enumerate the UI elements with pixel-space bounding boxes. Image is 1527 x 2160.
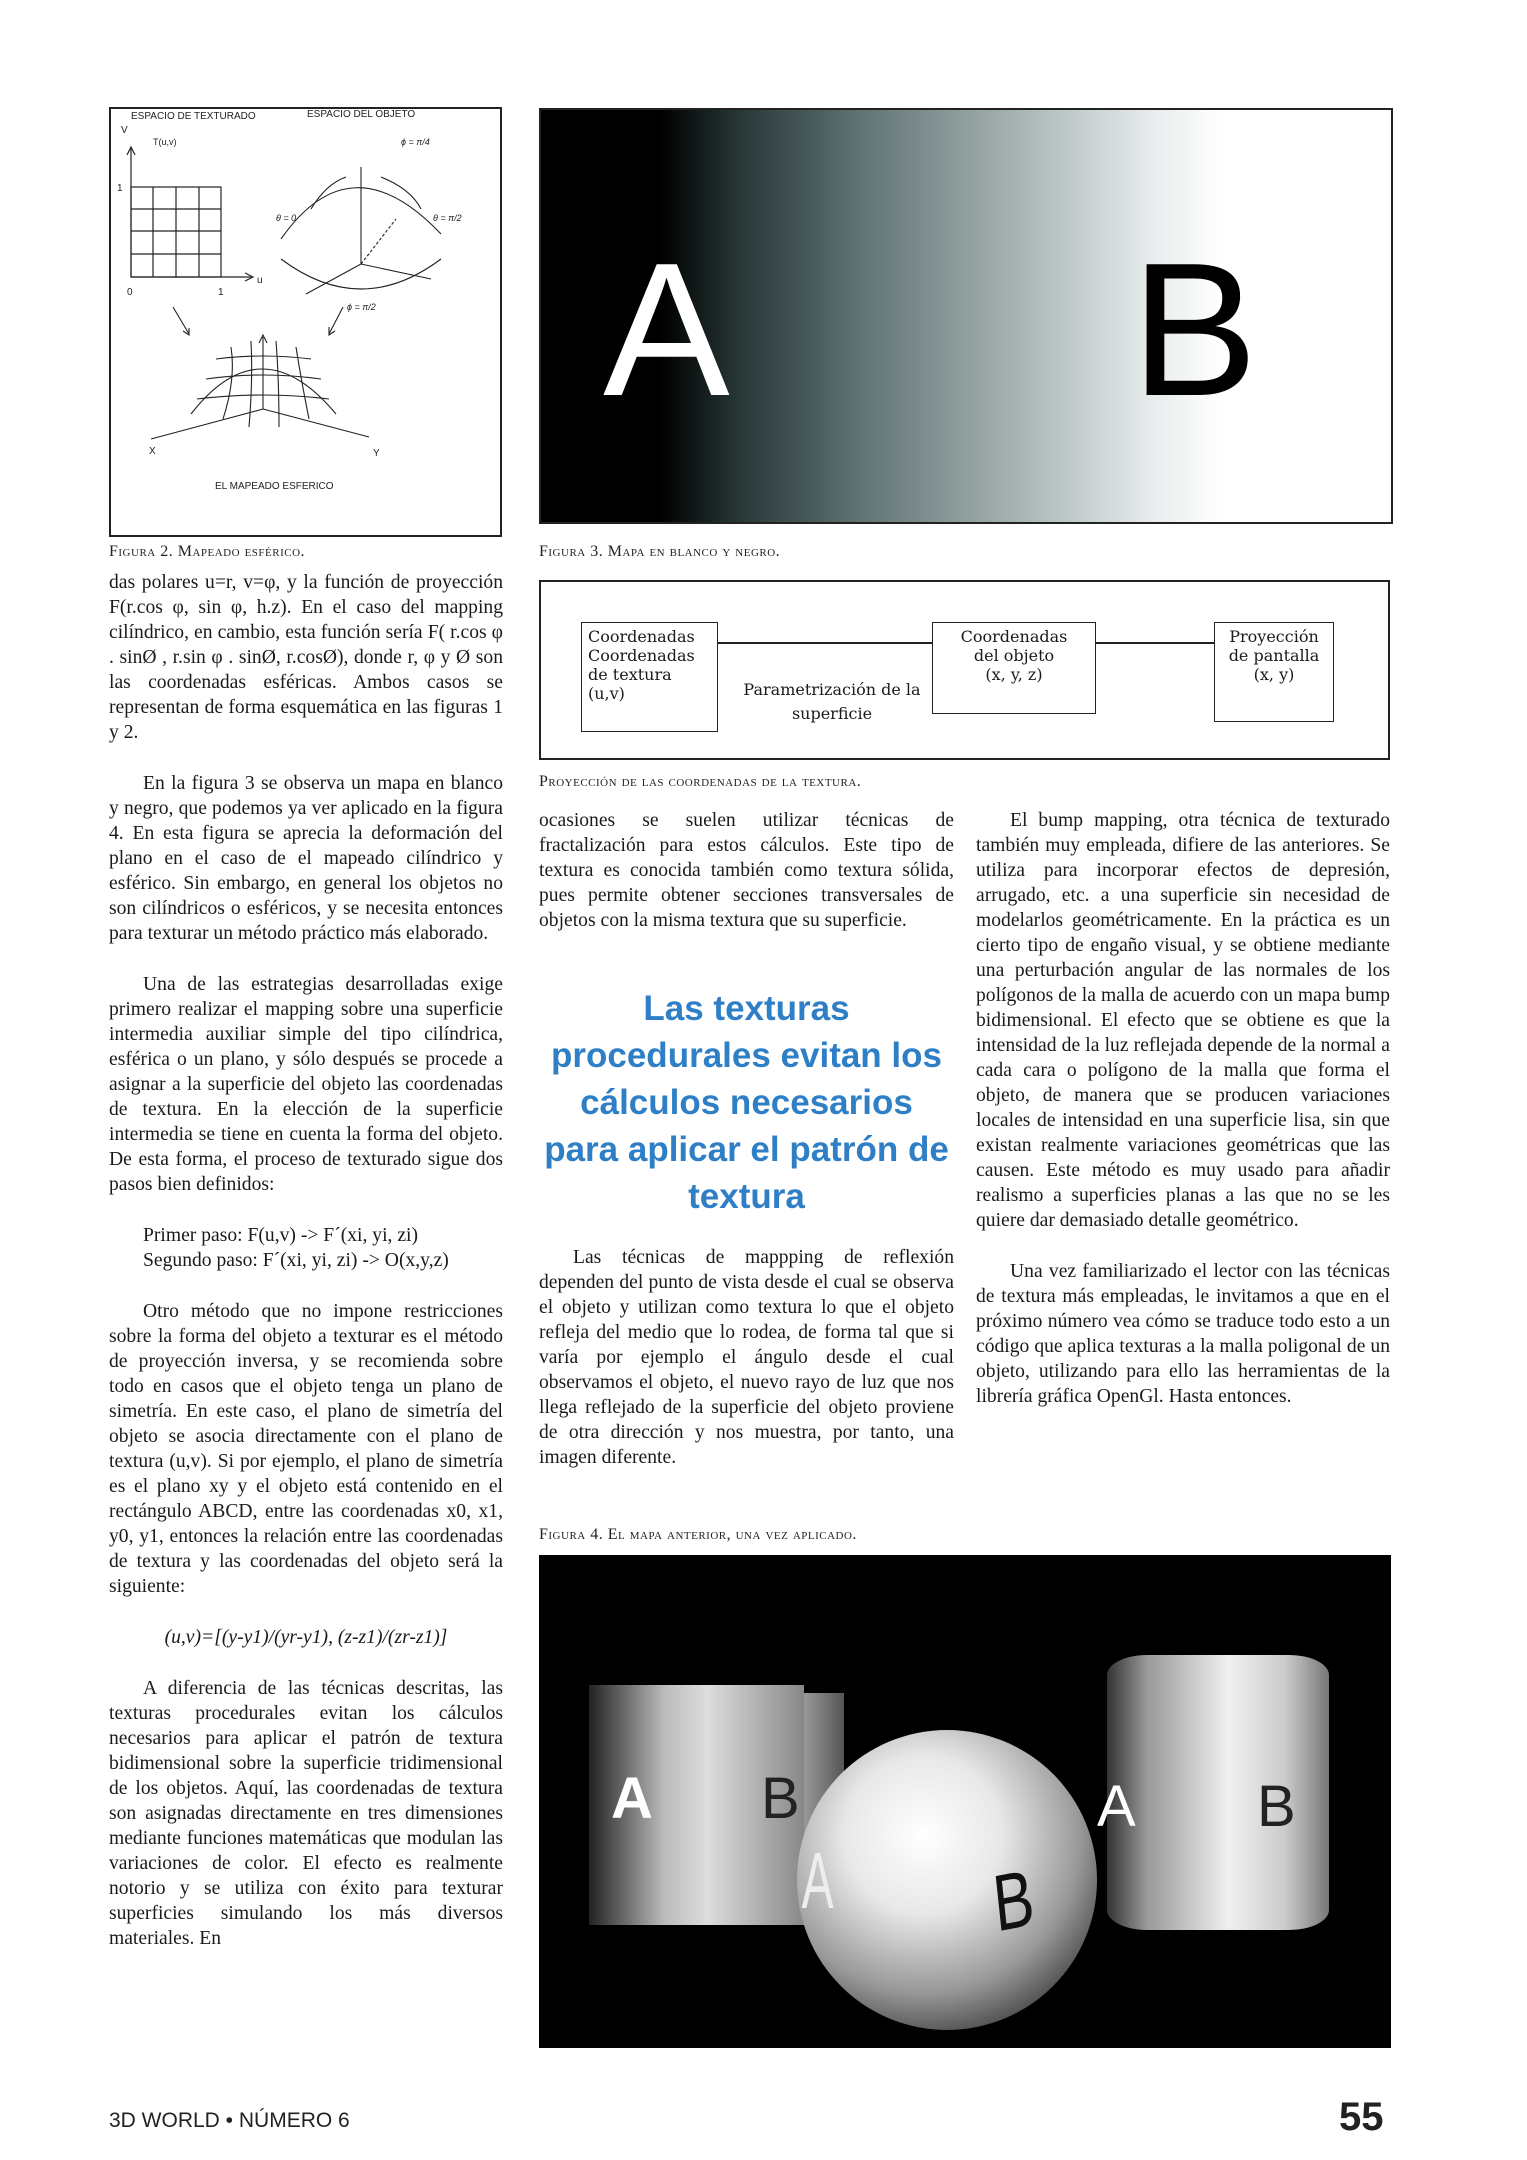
box-left-letter-a: A — [611, 1766, 653, 1831]
screen-projection-box — [1214, 622, 1334, 722]
sphere-letter-b: B — [989, 1852, 1039, 1949]
flow-caption: Proyección de las coordenadas de la textura. — [539, 773, 862, 790]
texture-grid — [127, 147, 253, 281]
formula: (u,v)=[(y-y1)/(yr-y1), (z-z1)/(zr-z1)] — [164, 1627, 448, 1648]
col3-paragraph-1: El bump mapping, otra técnica de texturado también muy empleada, difiere de las anteriores. Se utiliza para incorporar efectos de depresión, arrugado, etc. a una superficie sin necesidad de modelarlos geométricamente. En la práctica es un cierto tipo de engaño visual, y se obtiene mediante una perturbación angular de las normales de los polígonos de la malla de acuerdo con un mapa bump bidimensional. El efecto que se obtiene es que la intensidad de la luz reflejada depende de la normal a cada cara o polígono de la malla que forma el objeto, de manera que se producen variaciones locales de intensidad en una superficie lisa, sin que existan realmente variaciones geométricas que las causen. Este método es muy usado para añadir realismo a superficies planas a las que no se les quiere dar demasiado detalle geométrico. — [976, 810, 1390, 1231]
step-2: Segundo paso: F´(xi, yi, zi) -> O(x,y,z) — [143, 1250, 449, 1271]
column-3 — [976, 808, 1390, 1435]
v-axis-label: V — [121, 125, 128, 136]
spherical-mapping-diagram — [111, 109, 500, 535]
textured-sphere — [797, 1730, 1097, 2030]
u-axis-label: u — [257, 275, 263, 286]
figure-3-letter-a: A — [603, 224, 730, 436]
cylinder-letter-b: B — [1257, 1774, 1296, 1839]
box2-line2: del objeto — [973, 646, 1055, 665]
box2-line3: (x, y, z) — [985, 665, 1043, 684]
phi-bottom-label: ϕ = π/2 — [347, 302, 376, 312]
page-number: 55 — [1339, 2095, 1384, 2139]
textured-box-left — [589, 1685, 804, 1925]
connector-2 — [1096, 642, 1214, 644]
origin-zero-label: 0 — [127, 287, 133, 298]
parametrization-label — [727, 678, 937, 726]
cylinder-letter-a: A — [1097, 1774, 1136, 1839]
box3-line2: de pantalla — [1228, 646, 1320, 665]
col1-paragraph-3: Una de las estrategias desarrolladas exige primero realizar el mapping sobre una superficie intermedia auxiliar simple del tipo cilíndrica, esférica o un plano, y sólo después se procede a asignar a la superficie del objeto las coordenadas de textura. En la elección de la superficie intermedia se tiene en cuenta la forma del objeto. De esta forma, el proceso de texturado sigue dos pasos bien definidos: — [109, 974, 503, 1195]
object-coordinates-box — [932, 622, 1096, 714]
texture-coordinates-box — [581, 622, 718, 732]
pull-quote: Las texturas procedurales evitan los cálculos necesarios para aplicar el patrón de textura — [544, 989, 949, 1216]
object-space-label: ESPACIO DEL OBJETO — [307, 109, 416, 120]
y-axis-label: Y — [373, 448, 380, 459]
texture-space-label: ESPACIO DE TEXTURADO — [131, 111, 256, 122]
column-2-lower — [539, 1245, 954, 1496]
box1-line3: de textura — [588, 665, 672, 684]
step-1: Primer paso: F(u,v) -> F´(xi, yi, zi) — [143, 1225, 418, 1246]
phi-top-label: ϕ = π/4 — [401, 137, 430, 147]
sphere-letter-a: A — [801, 1836, 834, 1925]
figure-4-caption: Figura 4. El mapa anterior, una vez aplicado. — [539, 1526, 857, 1543]
texture-projection-diagram — [539, 580, 1390, 760]
object-space-sketch — [281, 167, 441, 294]
figure-4 — [539, 1555, 1391, 2048]
v-one-label: 1 — [117, 183, 123, 194]
figure-3 — [539, 108, 1393, 524]
col1-paragraph-2: En la figura 3 se observa un mapa en blanco y negro, que podemos ya ver aplicado en la figura 4. En esta figura se aprecia la deformación del plano en el caso de el mapeado cilíndrico y esférico. Sin embargo, en general los objetos no son cilíndricos o esféricos, y se necesita entonces para texturar un método práctico más elaborado. — [109, 773, 503, 944]
col1-paragraph-4: Otro método que no impone restricciones sobre la forma del objeto a texturar es el método de proyección inversa, y se recomienda sobre todo en casos que el objeto tenga un plano de simetría. En este caso, el plano de simetría del objeto se asocia directamente con el plano de textura (u,v). Si por ejemplo, el plano de simetría es el plano xy y el objeto está contenido en el rectángulo ABCD, entre las coordenadas x0, x1, y0, y1, entonces la relación entre las coordenadas de textura y las coordenadas del objeto será la siguiente: — [109, 1301, 503, 1597]
box1-line1: Coordenadas — [588, 627, 695, 646]
u-one-label: 1 — [218, 287, 224, 298]
spherical-mapping-label: EL MAPEADO ESFERICO — [215, 481, 334, 492]
col2-paragraph-1: ocasiones se suelen utilizar técnicas de fractalización para estos cálculos. Este tipo de textura es conocida también como textura sólida, pues permite obtener secciones transversales de objetos con la misma textura que su superficie. — [539, 810, 954, 931]
col2-paragraph-2: Las técnicas de mappping de reflexión dependen del punto de vista desde el cual se observa el objeto y utilizan como textura lo que el objeto refleja del medio que lo rodea, de forma tal que si varía por ejemplo el ángulo desde el cual observamos el objeto, el nuevo rayo de luz que nos llega reflejado de la superficie del objeto proviene de otra dirección y nos muestra, por tanto, una imagen diferente. — [539, 1247, 954, 1468]
col1-paragraph-1: das polares u=r, v=φ, y la función de proyección F(r.cos φ, sin φ, h.z). En el caso del mapping cilíndrico, en cambio, esta función sería F( r.cos φ . sinØ , r.sin φ . sinØ, r.cosØ), donde r, φ y Ø son las coordenadas esféricas. Ambos casos se representan de forma esquemática en las figuras 1 y 2. — [109, 572, 503, 743]
figure-3-letter-b: B — [1131, 224, 1258, 436]
col1-paragraph-5: A diferencia de las técnicas descritas, las texturas procedurales evitan los cálculos necesarios para aplicar el patrón de textura bidimensional sobre la superficie tridimensional de los objetos. Aquí, las coordenadas de textura son asignadas directamente en tres dimensiones mediante funciones matemáticas que modulan las variaciones de color. El efecto es realmente notorio y se utiliza con éxito para texturar superficies simulando los más diversos materiales. En — [109, 1678, 503, 1949]
t-uv-label: T(u,v) — [153, 137, 177, 147]
magazine-footer: 3D WORLD • NÚMERO 6 — [109, 2109, 350, 2132]
theta-zero-label: θ = 0 — [276, 213, 297, 223]
textured-cylinder-right — [1097, 1655, 1329, 1930]
box1-line2: Coordenadas — [588, 646, 695, 665]
box1-line4: (u,v) — [588, 684, 625, 703]
mapped-sphere-sketch — [151, 335, 369, 439]
theta-half-pi-label: θ = π/2 — [433, 213, 462, 223]
connector-1 — [718, 642, 932, 644]
box-left-letter-b: B — [761, 1766, 800, 1831]
figure-2-caption: Figura 2. Mapeado esférico. — [109, 543, 306, 560]
box2-line1: Coordenadas — [960, 627, 1068, 646]
parametrization-line2: superficie — [791, 704, 873, 723]
column-1 — [109, 570, 503, 1977]
box3-line1: Proyección — [1229, 627, 1319, 646]
parametrization-line1: Parametrización de la — [743, 680, 921, 699]
x-axis-label: X — [149, 446, 156, 457]
mapping-arrows — [173, 307, 343, 335]
figure-2 — [109, 107, 502, 537]
col3-paragraph-2: Una vez familiarizado el lector con las técnicas de textura más empleadas, le invitamos a que en el próximo número vea cómo se traduce todo esto a un código que aplica texturas a la malla poligonal de un objeto, utilizando para ello las herramientas de la librería gráfica OpenGl. Hasta entonces. — [976, 1261, 1390, 1407]
figure-3-caption: Figura 3. Mapa en blanco y negro. — [539, 543, 781, 560]
box3-line3: (x, y) — [1253, 665, 1295, 684]
column-2 — [539, 808, 954, 959]
